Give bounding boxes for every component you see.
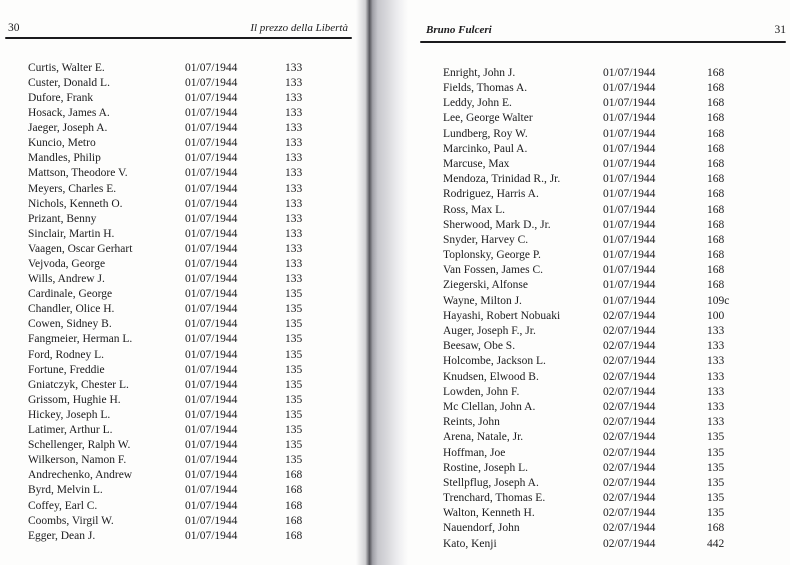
code-cell: 168: [707, 157, 725, 170]
date-cell: 01/07/1944: [185, 484, 238, 497]
code-cell: 168: [285, 529, 303, 542]
table-row: [443, 218, 783, 233]
date-cell: 01/07/1944: [185, 122, 238, 135]
table-row: [443, 355, 783, 370]
table-row: [443, 142, 783, 157]
name-cell: Mendoza, Trinidad R., Jr.: [443, 173, 561, 186]
date-cell: 01/07/1944: [185, 107, 238, 120]
date-cell: 01/07/1944: [185, 61, 238, 74]
code-cell: 168: [285, 514, 303, 527]
code-cell: 133: [285, 76, 303, 89]
table-row: [443, 537, 783, 552]
table-row: [28, 348, 358, 363]
date-cell: 01/07/1944: [185, 408, 238, 421]
table-row: [443, 324, 783, 339]
name-cell: Cardinale, George: [28, 288, 113, 301]
name-cell: Kuncio, Metro: [28, 137, 96, 150]
name-cell: Jaeger, Joseph A.: [28, 122, 108, 135]
code-cell: 135: [285, 408, 303, 421]
name-cell: Schellenger, Ralph W.: [28, 439, 131, 452]
date-cell: 02/07/1944: [603, 340, 656, 353]
name-cell: Kato, Kenji: [443, 537, 497, 550]
code-cell: 135: [285, 424, 303, 437]
code-cell: 168: [285, 484, 303, 497]
date-cell: 01/07/1944: [603, 188, 656, 201]
code-cell: 168: [707, 82, 725, 95]
table-row: [28, 363, 358, 378]
code-cell: 168: [707, 203, 725, 216]
name-cell: Reints, John: [443, 416, 500, 429]
name-cell: Byrd, Melvin L.: [28, 484, 103, 497]
code-cell: 168: [707, 97, 725, 110]
name-cell: Hoffman, Joe: [443, 446, 506, 459]
name-cell: Holcombe, Jackson L.: [443, 355, 546, 368]
date-cell: 01/07/1944: [185, 363, 238, 376]
table-row: [443, 491, 783, 506]
right-page-running-head: [426, 24, 786, 36]
code-cell: 135: [707, 476, 725, 489]
name-cell: Curtis, Walter E.: [28, 61, 105, 74]
right-page: [400, 0, 790, 565]
date-cell: 02/07/1944: [603, 522, 656, 535]
table-row: [28, 167, 358, 182]
name-cell: Vejvoda, George: [28, 258, 106, 271]
date-cell: 01/07/1944: [185, 303, 238, 316]
table-row: [443, 172, 783, 187]
table-row: [28, 76, 358, 91]
date-cell: 02/07/1944: [603, 416, 656, 429]
right-page-roster: [443, 66, 783, 552]
name-cell: Lee, George Walter: [443, 112, 533, 125]
name-cell: Andrechenko, Andrew: [28, 469, 133, 482]
code-cell: 135: [285, 439, 303, 452]
date-cell: 02/07/1944: [603, 492, 656, 505]
code-cell: 135: [285, 303, 303, 316]
code-cell: 135: [285, 363, 303, 376]
table-row: [28, 257, 358, 272]
date-cell: 01/07/1944: [185, 348, 238, 361]
date-cell: 01/07/1944: [185, 318, 238, 331]
code-cell: 133: [285, 152, 303, 165]
name-cell: Leddy, John E.: [443, 97, 512, 110]
table-row: [28, 91, 358, 106]
code-cell: 168: [707, 522, 725, 535]
code-cell: 133: [707, 385, 725, 398]
name-cell: Mattson, Theodore V.: [28, 167, 128, 180]
table-row: [28, 272, 358, 287]
date-cell: 02/07/1944: [603, 325, 656, 338]
table-row: [28, 408, 358, 423]
right-page-header-rule: [420, 41, 786, 43]
date-cell: 01/07/1944: [185, 469, 238, 482]
code-cell: 133: [707, 340, 725, 353]
name-cell: Mc Clellan, John A.: [443, 400, 536, 413]
code-cell: 135: [285, 393, 303, 406]
code-cell: 133: [285, 212, 303, 225]
code-cell: 168: [707, 264, 725, 277]
date-cell: 01/07/1944: [185, 167, 238, 180]
date-cell: 01/07/1944: [603, 142, 656, 155]
code-cell: 442: [707, 537, 725, 550]
left-page-number: 30: [8, 22, 20, 34]
date-cell: 01/07/1944: [603, 203, 656, 216]
name-cell: Fortune, Freddie: [28, 363, 105, 376]
name-cell: Enright, John J.: [443, 66, 516, 79]
date-cell: 01/07/1944: [185, 76, 238, 89]
table-row: [28, 393, 358, 408]
right-page-number: 31: [774, 24, 786, 36]
table-row: [443, 522, 783, 537]
date-cell: 01/07/1944: [185, 514, 238, 527]
table-row: [443, 431, 783, 446]
name-cell: Lowden, John F.: [443, 385, 520, 398]
date-cell: 02/07/1944: [603, 400, 656, 413]
table-row: [443, 415, 783, 430]
date-cell: 01/07/1944: [603, 279, 656, 292]
date-cell: 01/07/1944: [185, 197, 238, 210]
name-cell: Nichols, Kenneth O.: [28, 197, 123, 210]
table-row: [443, 112, 783, 127]
code-cell: 133: [285, 107, 303, 120]
right-page-running-title: Bruno Fulceri: [426, 24, 492, 36]
table-row: [28, 514, 358, 529]
code-cell: 135: [285, 378, 303, 391]
left-page-roster: [28, 61, 358, 544]
name-cell: Sinclair, Martin H.: [28, 227, 115, 240]
code-cell: 168: [707, 188, 725, 201]
name-cell: Lundberg, Roy W.: [443, 127, 528, 140]
name-cell: Stellpflug, Joseph A.: [443, 476, 539, 489]
name-cell: Wilkerson, Namon F.: [28, 454, 127, 467]
name-cell: Beesaw, Obe S.: [443, 340, 516, 353]
code-cell: 135: [285, 318, 303, 331]
table-row: [443, 506, 783, 521]
date-cell: 01/07/1944: [185, 454, 238, 467]
table-row: [443, 66, 783, 81]
date-cell: 01/07/1944: [185, 439, 238, 452]
date-cell: 01/07/1944: [185, 137, 238, 150]
name-cell: Wayne, Milton J.: [443, 294, 522, 307]
table-row: [443, 385, 783, 400]
code-cell: 135: [707, 431, 725, 444]
date-cell: 02/07/1944: [603, 431, 656, 444]
name-cell: Fangmeier, Herman L.: [28, 333, 133, 346]
table-row: [443, 446, 783, 461]
table-row: [28, 423, 358, 438]
table-row: [443, 81, 783, 96]
table-row: [28, 242, 358, 257]
table-row: [443, 370, 783, 385]
table-row: [28, 287, 358, 302]
table-row: [443, 263, 783, 278]
code-cell: 133: [707, 416, 725, 429]
date-cell: 01/07/1944: [185, 258, 238, 271]
date-cell: 01/07/1944: [603, 218, 656, 231]
date-cell: 02/07/1944: [603, 537, 656, 550]
date-cell: 01/07/1944: [603, 97, 656, 110]
code-cell: 168: [707, 279, 725, 292]
table-row: [443, 476, 783, 491]
date-cell: 01/07/1944: [603, 233, 656, 246]
name-cell: Hayashi, Robert Nobuaki: [443, 309, 561, 322]
code-cell: 135: [285, 348, 303, 361]
date-cell: 01/07/1944: [185, 378, 238, 391]
name-cell: Hosack, James A.: [28, 107, 110, 120]
name-cell: Marcinko, Paul A.: [443, 142, 528, 155]
code-cell: 133: [285, 167, 303, 180]
table-row: [28, 136, 358, 151]
name-cell: Rostine, Joseph L.: [443, 461, 528, 474]
left-page-running-title: Il prezzo della Libertà: [250, 22, 348, 34]
code-cell: 133: [285, 137, 303, 150]
name-cell: Prizant, Benny: [28, 212, 97, 225]
table-row: [443, 309, 783, 324]
date-cell: 01/07/1944: [185, 227, 238, 240]
table-row: [28, 227, 358, 242]
name-cell: Cowen, Sidney B.: [28, 318, 112, 331]
table-row: [28, 333, 358, 348]
table-row: [28, 182, 358, 197]
table-row: [28, 469, 358, 484]
table-row: [28, 197, 358, 212]
name-cell: Latimer, Arthur L.: [28, 424, 113, 437]
table-row: [28, 61, 358, 76]
code-cell: 135: [707, 461, 725, 474]
date-cell: 01/07/1944: [185, 152, 238, 165]
code-cell: 100: [707, 309, 725, 322]
date-cell: 02/07/1944: [603, 446, 656, 459]
date-cell: 01/07/1944: [185, 212, 238, 225]
table-row: [28, 378, 358, 393]
table-row: [443, 188, 783, 203]
date-cell: 02/07/1944: [603, 385, 656, 398]
code-cell: 133: [285, 197, 303, 210]
date-cell: 02/07/1944: [603, 476, 656, 489]
code-cell: 135: [707, 446, 725, 459]
date-cell: 01/07/1944: [185, 424, 238, 437]
code-cell: 168: [707, 173, 725, 186]
name-cell: Auger, Joseph F., Jr.: [443, 325, 536, 338]
table-row: [28, 106, 358, 121]
table-row: [443, 294, 783, 309]
name-cell: Egger, Dean J.: [28, 529, 96, 542]
name-cell: Gniatczyk, Chester L.: [28, 378, 129, 391]
table-row: [443, 203, 783, 218]
name-cell: Hickey, Joseph L.: [28, 408, 111, 421]
code-cell: 133: [285, 61, 303, 74]
name-cell: Meyers, Charles E.: [28, 182, 117, 195]
name-cell: Marcuse, Max: [443, 157, 510, 170]
date-cell: 02/07/1944: [603, 507, 656, 520]
date-cell: 01/07/1944: [185, 273, 238, 286]
code-cell: 168: [707, 233, 725, 246]
name-cell: Wills, Andrew J.: [28, 273, 105, 286]
name-cell: Coombs, Virgil W.: [28, 514, 114, 527]
name-cell: Mandles, Philip: [28, 152, 101, 165]
code-cell: 168: [285, 499, 303, 512]
code-cell: 109c: [707, 294, 730, 307]
date-cell: 01/07/1944: [185, 288, 238, 301]
table-row: [443, 233, 783, 248]
code-cell: 133: [707, 400, 725, 413]
date-cell: 02/07/1944: [603, 355, 656, 368]
name-cell: Knudsen, Elwood B.: [443, 370, 539, 383]
name-cell: Chandler, Olice H.: [28, 303, 115, 316]
table-row: [443, 461, 783, 476]
code-cell: 133: [285, 182, 303, 195]
date-cell: 01/07/1944: [603, 294, 656, 307]
code-cell: 133: [707, 370, 725, 383]
table-row: [443, 96, 783, 111]
date-cell: 01/07/1944: [603, 157, 656, 170]
name-cell: Ziegerski, Alfonse: [443, 279, 528, 292]
name-cell: Walton, Kenneth H.: [443, 507, 535, 520]
name-cell: Rodriguez, Harris A.: [443, 188, 539, 201]
left-page: [0, 0, 368, 565]
left-page-header-rule: [5, 37, 352, 39]
code-cell: 168: [285, 469, 303, 482]
code-cell: 135: [285, 333, 303, 346]
code-cell: 133: [285, 273, 303, 286]
table-row: [28, 303, 358, 318]
date-cell: 01/07/1944: [185, 242, 238, 255]
code-cell: 168: [707, 112, 725, 125]
code-cell: 133: [285, 227, 303, 240]
table-row: [443, 339, 783, 354]
code-cell: 168: [707, 142, 725, 155]
date-cell: 01/07/1944: [603, 82, 656, 95]
table-row: [443, 279, 783, 294]
code-cell: 135: [285, 454, 303, 467]
name-cell: Van Fossen, James C.: [443, 264, 543, 277]
date-cell: 01/07/1944: [603, 127, 656, 140]
code-cell: 135: [707, 507, 725, 520]
date-cell: 01/07/1944: [185, 529, 238, 542]
table-row: [443, 127, 783, 142]
date-cell: 02/07/1944: [603, 309, 656, 322]
code-cell: 133: [285, 91, 303, 104]
name-cell: Trenchard, Thomas E.: [443, 492, 546, 505]
table-row: [28, 318, 358, 333]
code-cell: 133: [285, 258, 303, 271]
name-cell: Coffey, Earl C.: [28, 499, 98, 512]
date-cell: 01/07/1944: [185, 91, 238, 104]
code-cell: 133: [707, 355, 725, 368]
name-cell: Toplonsky, George P.: [443, 249, 541, 262]
date-cell: 01/07/1944: [603, 112, 656, 125]
date-cell: 02/07/1944: [603, 370, 656, 383]
code-cell: 168: [707, 218, 725, 231]
name-cell: Dufore, Frank: [28, 91, 94, 104]
date-cell: 01/07/1944: [185, 499, 238, 512]
code-cell: 133: [707, 325, 725, 338]
table-row: [443, 400, 783, 415]
table-row: [28, 121, 358, 136]
date-cell: 02/07/1944: [603, 461, 656, 474]
name-cell: Fields, Thomas A.: [443, 82, 528, 95]
code-cell: 133: [285, 122, 303, 135]
table-row: [443, 248, 783, 263]
table-row: [28, 212, 358, 227]
name-cell: Vaagen, Oscar Gerhart: [28, 242, 133, 255]
code-cell: 168: [707, 249, 725, 262]
name-cell: Custer, Donald L.: [28, 76, 110, 89]
code-cell: 133: [285, 242, 303, 255]
name-cell: Arena, Natale, Jr.: [443, 431, 524, 444]
name-cell: Grissom, Hughie H.: [28, 393, 121, 406]
date-cell: 01/07/1944: [603, 66, 656, 79]
table-row: [28, 499, 358, 514]
table-row: [28, 484, 358, 499]
name-cell: Sherwood, Mark D., Jr.: [443, 218, 551, 231]
code-cell: 168: [707, 66, 725, 79]
left-page-running-head: [8, 22, 348, 34]
date-cell: 01/07/1944: [603, 264, 656, 277]
date-cell: 01/07/1944: [603, 173, 656, 186]
date-cell: 01/07/1944: [185, 393, 238, 406]
name-cell: Ford, Rodney L.: [28, 348, 105, 361]
table-row: [28, 438, 358, 453]
date-cell: 01/07/1944: [603, 249, 656, 262]
table-row: [28, 453, 358, 468]
date-cell: 01/07/1944: [185, 182, 238, 195]
table-row: [28, 152, 358, 167]
name-cell: Ross, Max L.: [443, 203, 505, 216]
table-row: [28, 529, 358, 544]
table-row: [443, 157, 783, 172]
date-cell: 01/07/1944: [185, 333, 238, 346]
name-cell: Nauendorf, John: [443, 522, 520, 535]
code-cell: 135: [707, 492, 725, 505]
name-cell: Snyder, Harvey C.: [443, 233, 529, 246]
code-cell: 168: [707, 127, 725, 140]
code-cell: 135: [285, 288, 303, 301]
